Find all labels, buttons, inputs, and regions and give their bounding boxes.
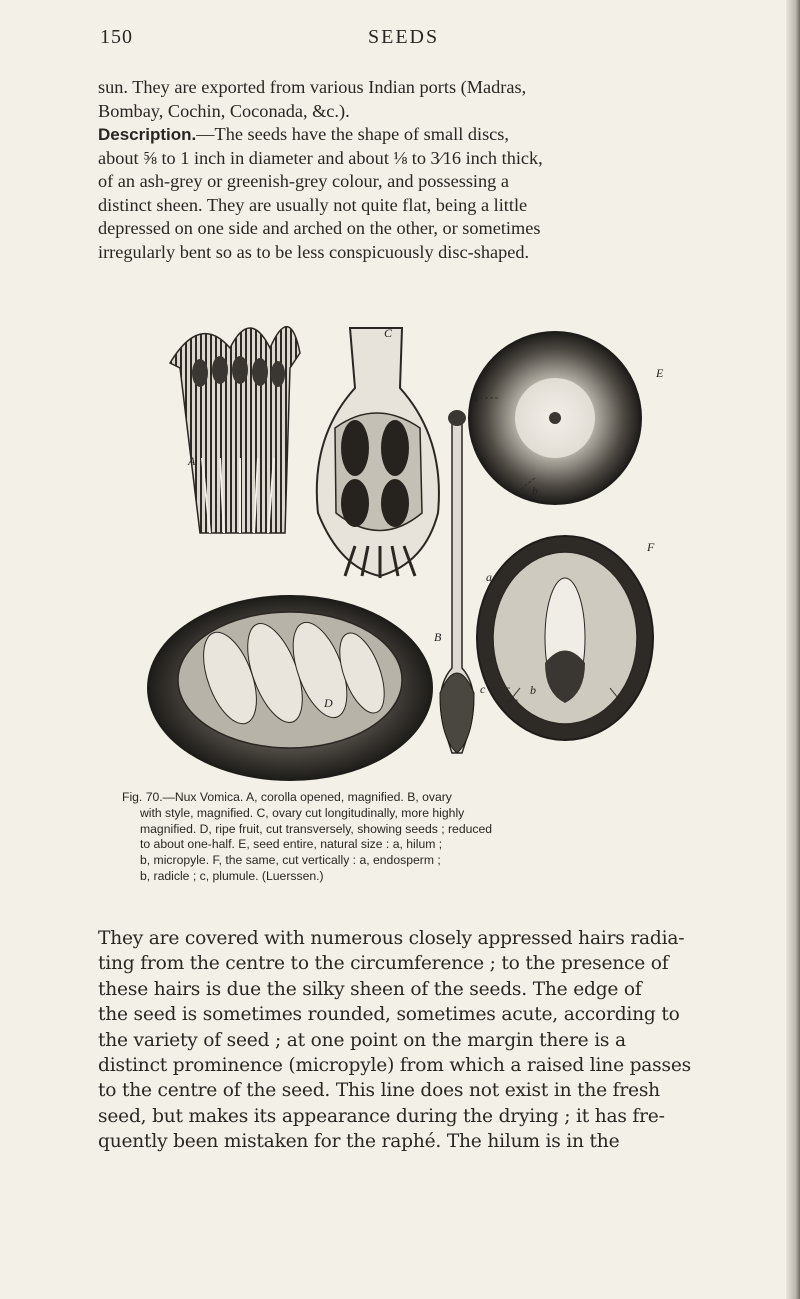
seed-section-drawing-f <box>477 536 653 740</box>
label-a-hilum: a <box>472 390 478 404</box>
nux-vomica-figure <box>140 308 680 786</box>
caption-line: with style, magnified. C, ovary cut longitudinally, more highly <box>140 805 465 820</box>
bottom-paragraph <box>98 926 712 1155</box>
ovary-section-drawing-c <box>317 328 439 578</box>
ovary-style-drawing-b <box>440 410 474 753</box>
label-e-seed: E <box>656 366 664 380</box>
text-line: these hairs is due the silky sheen of the seeds. The edge of <box>98 978 642 1000</box>
label-a-corolla: A <box>188 454 196 468</box>
text-line: the seed is sometimes rounded, sometimes acute, according to <box>98 1004 680 1026</box>
text-line: irregularly bent so as to be less conspicuously disc-shaped. <box>98 241 530 262</box>
text-line: the variety of seed ; at one point on the margin there is a <box>98 1029 626 1051</box>
page-number: 150 <box>100 26 133 48</box>
label-b-micropyle: b <box>532 484 538 498</box>
text-line: seed, but makes its appearance during the drying ; it has fre- <box>98 1105 665 1127</box>
figure-caption <box>122 790 702 885</box>
label-c-ovary-section: C <box>384 326 393 340</box>
page-edge-shadow <box>786 0 800 1299</box>
caption-line: b, radicle ; c, plumule. (Luerssen.) <box>140 868 324 883</box>
fruit-section-drawing-d <box>148 596 432 780</box>
label-b-radicle: b <box>530 683 536 697</box>
text-line: sun. They are exported from various Indian ports (Madras, <box>98 77 527 97</box>
text-line: quently been mistaken for the raphé. The hilum is in the <box>98 1131 620 1153</box>
label-f-seed-section: F <box>647 540 655 554</box>
label-b-ovary-style: B <box>434 630 442 644</box>
label-a-endosperm: a <box>486 570 492 584</box>
description-heading: Description. <box>98 125 197 144</box>
caption-line: Fig. 70.—Nux Vomica. A, corolla opened, magnified. B, ovary <box>122 790 452 804</box>
text-line: depressed on one side and arched on the other, or sometimes <box>98 218 541 238</box>
text-line: They are covered with numerous closely appressed hairs radia- <box>98 928 685 949</box>
running-title: SEEDS <box>368 26 440 48</box>
label-c-plumule: c <box>480 682 486 696</box>
label-d-fruit-section: D <box>324 696 333 710</box>
top-paragraph <box>98 76 710 264</box>
text-line: distinct prominence (micropyle) from which a raised line passes <box>98 1055 691 1077</box>
text-line: ting from the centre to the circumference ; to the presence of <box>98 953 669 975</box>
text-line: Bombay, Cochin, Coconada, &c.). <box>98 100 350 121</box>
caption-line: b, micropyle. F, the same, cut vertically : a, endosperm ; <box>140 853 441 868</box>
text-line <box>98 123 710 147</box>
text-line: distinct sheen. They are usually not quite flat, being a little <box>98 194 528 215</box>
text-line: of an ash-grey or greenish-grey colour, and possessing a <box>98 171 509 191</box>
caption-line: magnified. D, ripe fruit, cut transversely, showing seeds ; reduced <box>140 821 493 836</box>
caption-line: to about one-half. E, seed entire, natural size : a, hilum ; <box>140 837 443 852</box>
seed-entire-drawing-e <box>469 332 641 504</box>
description-line-rest: —The seeds have the shape of small discs, <box>196 124 509 144</box>
corolla-drawing-a <box>170 327 300 533</box>
botanical-illustration <box>140 308 680 786</box>
page-header <box>100 26 760 56</box>
text-line: about ⅝ to 1 inch in diameter and about ⅛ to 3⁄16 inch thick, <box>98 147 543 168</box>
text-line: to the centre of the seed. This line does not exist in the fresh <box>98 1080 660 1102</box>
